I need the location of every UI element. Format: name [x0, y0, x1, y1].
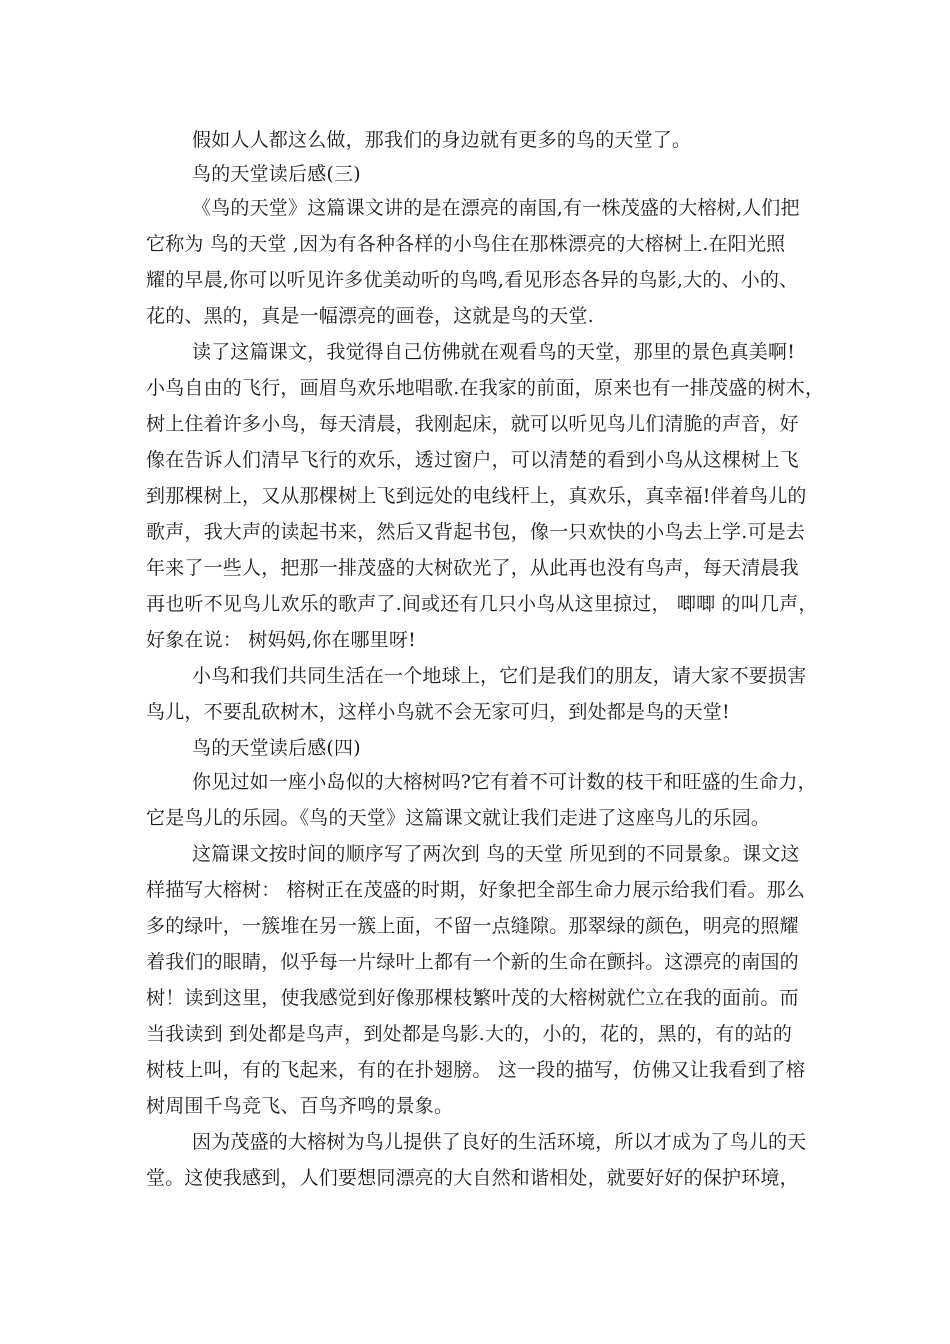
text-line: 这篇课文按时间的顺序写了两次到 鸟的天堂 所见到的不同景象。课文这: [192, 843, 800, 865]
text-line: 《鸟的天堂》这篇课文讲的是在漂亮的南国,有一株茂盛的大榕树,人们把: [192, 197, 800, 219]
text-line: 它称为 鸟的天堂 ,因为有各种各样的小鸟住在那株漂亮的大榕树上.在阳光照: [146, 233, 786, 255]
text-line: 你见过如一座小岛似的大榕树吗?它有着不可计数的枝干和旺盛的生命力，: [192, 771, 817, 793]
text-line: 年来了一些人，把那一排茂盛的大树砍光了，从此再也没有鸟声，每天清晨我: [146, 557, 799, 579]
text-line: 歌声，我大声的读起书来，然后又背起书包，像一只欢快的小鸟去上学.可是去: [146, 521, 806, 543]
text-line: 像在告诉人们清早飞行的欢乐，透过窗户，可以清楚的看到小鸟从这棵树上飞: [146, 449, 799, 471]
text-line: 它是鸟儿的乐园。《鸟的天堂》这篇课文就让我们走进了这座鸟儿的乐园。: [146, 807, 771, 829]
text-line: 多的绿叶，一簇堆在另一簇上面，不留一点缝隙。那翠绿的颜色，明亮的照耀: [146, 915, 799, 937]
text-line: 树上住着许多小鸟，每天清晨，我刚起床，就可以听见鸟儿们清脆的声音，好: [146, 413, 799, 435]
section-heading: 鸟的天堂读后感(三): [192, 163, 361, 185]
text-line: 耀的早晨,你可以听见许多优美动听的鸟鸣,看见形态各异的鸟影,大的、小的、: [146, 269, 799, 291]
text-line: 堂。这使我感到，人们要想同漂亮的大自然和谐相处，就要好好的保护环境，: [146, 1167, 799, 1189]
text-line: 到那棵树上，又从那棵树上飞到远处的电线杆上，真欢乐，真幸福!伴着鸟儿的: [146, 485, 807, 507]
text-line: 鸟儿，不要乱砍树木，这样小鸟就不会无家可归，到处都是鸟的天堂!: [146, 701, 730, 723]
text-line: 树周围千鸟竞飞、百鸟齐鸣的景象。: [146, 1095, 454, 1117]
section-heading: 鸟的天堂读后感(四): [192, 737, 361, 759]
text-line: 花的、黑的，真是一幅漂亮的画卷，这就是鸟的天堂.: [146, 305, 594, 327]
text-line: 着我们的眼睛，似乎每一片绿叶上都有一个新的生命在颤抖。这漂亮的南国的: [146, 951, 799, 973]
text-line: 小鸟自由的飞行，画眉鸟欢乐地唱歌.在我家的前面，原来也有一排茂盛的树木，: [146, 377, 825, 399]
text-line: 样描写大榕树： 榕树正在茂盛的时期，好象把全部生命力展示给我们看。那么: [146, 879, 806, 901]
text-line: 树枝上叫，有的飞起来，有的在扑翅膀。 这一段的描写，仿佛又让我看到了榕: [146, 1059, 806, 1081]
text-line: 当我读到 到处都是鸟声，到处都是鸟影.大的，小的，花的，黑的，有的站的: [146, 1023, 793, 1045]
text-line: 树！读到这里，使我感觉到好像那棵枝繁叶茂的大榕树就伫立在我的面前。而: [146, 987, 799, 1009]
text-line: 因为茂盛的大榕树为鸟儿提供了良好的生活环境，所以才成为了鸟儿的天: [192, 1131, 807, 1153]
text-line: 假如人人都这么做，那我们的身边就有更多的鸟的天堂了。: [192, 129, 692, 151]
text-line: 读了这篇课文，我觉得自己仿佛就在观看鸟的天堂，那里的景色真美啊!: [192, 341, 796, 363]
text-line: 好象在说： 树妈妈,你在哪里呀!: [146, 629, 416, 651]
text-line: 再也听不见鸟儿欢乐的歌声了.间或还有几只小鸟从这里掠过， 唧唧 的叫几声，: [146, 593, 818, 615]
text-line: 小鸟和我们共同生活在一个地球上，它们是我们的朋友，请大家不要损害: [192, 665, 807, 687]
